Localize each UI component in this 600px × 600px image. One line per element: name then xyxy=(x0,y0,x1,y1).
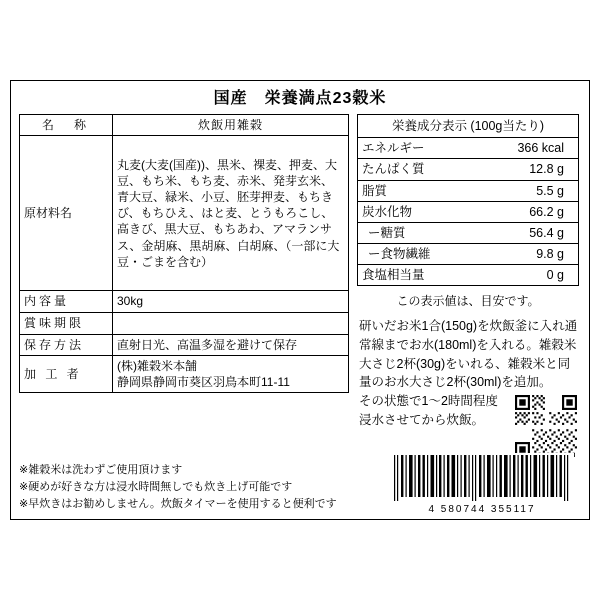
nutrition-row-protein xyxy=(358,159,578,180)
barcode-image xyxy=(390,453,574,503)
nutrition-name-fiber: ー食物繊維 xyxy=(358,243,477,264)
nutrition-name-salt: 食塩相当量 xyxy=(362,268,425,283)
nutrition-row-sugar xyxy=(358,222,578,243)
barcode-area xyxy=(387,453,577,515)
storage-label: 保存方法 xyxy=(20,334,113,355)
product-info-table xyxy=(19,114,349,393)
net-weight-label: 内容量 xyxy=(20,291,113,312)
qr-code xyxy=(515,395,577,457)
nutrition-header-row xyxy=(358,115,578,138)
product-label xyxy=(10,80,590,520)
footnote-3: ※早炊きはお勧めしません。炊飯タイマーを使用すると便利です xyxy=(19,497,337,510)
footnotes xyxy=(19,462,359,513)
table-row-best-before xyxy=(20,312,349,334)
ingredients-value: 丸麦(大麦(国産))、黒米、裸麦、押麦、大豆、もち米、もち麦、赤米、発芽玄米、青大豆、緑米、小豆、胚芽押麦、もちきび、もちひえ、はと麦、とうもろこし、高きび、黒大豆、もちあわ、アマランサス、金胡麻、黒胡麻、白胡麻、（一部に大豆・ごまを含む） xyxy=(113,136,349,291)
nutrition-header: 栄養成分表示 (100g当たり) xyxy=(358,115,578,138)
name-value: 炊飯用雑穀 xyxy=(113,115,349,136)
maker-label: 加 工 者 xyxy=(20,355,113,392)
right-column xyxy=(357,114,579,430)
nutrition-value-sugar: 56.4 g xyxy=(477,222,578,243)
nutrition-value-protein: 12.8 g xyxy=(477,159,578,180)
table-row-maker xyxy=(20,355,349,392)
name-header: 名 称 xyxy=(20,115,113,136)
nutrition-table xyxy=(357,114,579,286)
nutrition-name-energy: エネルギー xyxy=(358,138,477,159)
cooking-instructions: 研いだお米1合(150g)を炊飯釜に入れ通常線までお水(180ml)を入れる。雑穀米大さじ2杯(30g)をいれる、雑穀米と同量のお水大さじ2杯(30ml)を追加。 その状態で1～2時間程度 浸水させてから炊飯。 xyxy=(359,319,578,427)
best-before-value xyxy=(113,312,349,334)
nutrition-name-protein: たんぱく質 xyxy=(358,159,477,180)
table-row-name xyxy=(20,115,349,136)
nutrition-row-fiber xyxy=(358,243,578,264)
nutrition-name-sugar: ー糖質 xyxy=(358,222,477,243)
nutrition-name-carbohydrate: 炭水化物 xyxy=(358,201,477,222)
table-row-storage xyxy=(20,334,349,355)
nutrition-row-carbohydrate xyxy=(358,201,578,222)
maker-value: (株)雑穀米本舗 静岡県静岡市葵区羽鳥本町11-11 xyxy=(113,355,349,392)
barcode-number: 4 580744 355117 xyxy=(428,504,536,515)
left-column xyxy=(19,114,349,393)
storage-value: 直射日光、高温多湿を避けて保存 xyxy=(113,334,349,355)
footnote-2: ※硬めが好きな方は浸水時間無しでも炊き上げ可能です xyxy=(19,480,293,493)
ingredients-header: 原材料名 xyxy=(20,136,113,291)
nutrition-value-carbohydrate: 66.2 g xyxy=(477,201,578,222)
nutrition-note: この表示値は、目安です。 xyxy=(396,294,540,309)
nutrition-name-fat: 脂質 xyxy=(358,180,477,201)
nutrition-row-salt xyxy=(358,265,578,286)
nutrition-row-fat xyxy=(358,180,578,201)
nutrition-row-energy xyxy=(358,138,578,159)
page-title: 国産 栄養満点23穀米 xyxy=(213,90,387,107)
label-columns xyxy=(19,114,581,430)
nutrition-value-energy: 366 kcal xyxy=(477,138,578,159)
nutrition-value-salt: 0 g xyxy=(546,268,564,283)
nutrition-value-fat: 5.5 g xyxy=(477,180,578,201)
net-weight-value: 30kg xyxy=(113,291,349,312)
nutrition-value-fiber: 9.8 g xyxy=(477,243,578,264)
table-row-ingredients xyxy=(20,136,349,291)
table-row-net-weight xyxy=(20,291,349,312)
footnote-1: ※雑穀米は洗わずご使用頂けます xyxy=(19,463,183,476)
best-before-label: 賞味期限 xyxy=(20,312,113,334)
